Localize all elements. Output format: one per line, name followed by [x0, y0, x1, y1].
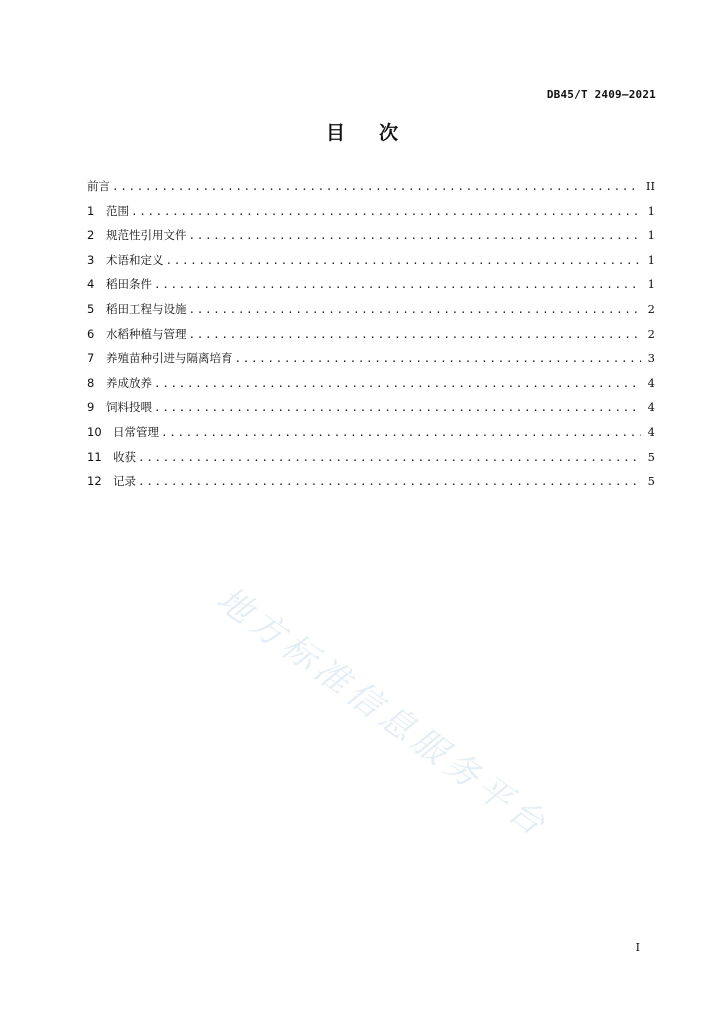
toc-entry-page: 4: [647, 400, 655, 415]
toc-entry-label: 饲料投喂: [106, 400, 152, 415]
page-number: I: [635, 941, 640, 954]
toc-dot-leader: [154, 278, 641, 291]
toc-entry-page: 4: [647, 375, 655, 390]
document-code: DB45/T 2409—2021: [546, 88, 656, 101]
toc-entry-number: 11: [87, 449, 102, 464]
toc-entry-page: 1: [647, 203, 655, 218]
toc-entry-2[interactable]: [87, 227, 655, 252]
toc-entry-1[interactable]: [87, 203, 655, 228]
toc-entry-foreword[interactable]: [87, 178, 655, 203]
toc-dot-leader: [154, 401, 641, 414]
toc-entry-page: 3: [647, 351, 655, 366]
toc-entry-4[interactable]: [87, 276, 655, 301]
toc-entry-number: 3: [87, 252, 95, 267]
toc-dot-leader: [138, 451, 641, 464]
toc-entry-page: 2: [647, 301, 655, 316]
table-of-contents: [87, 178, 655, 498]
toc-dot-leader: [189, 303, 642, 316]
toc-entry-label: 养殖苗种引进与隔离培育: [106, 351, 233, 366]
toc-title-char-2: 次: [379, 122, 399, 144]
toc-entry-label: 范围: [106, 203, 129, 218]
watermark: 地方标准信息服务平台: [209, 579, 557, 847]
toc-entry-page: 1: [647, 228, 655, 243]
toc-entry-label: 记录: [113, 474, 136, 489]
toc-dot-leader: [112, 180, 640, 193]
toc-entry-page: 1: [647, 252, 655, 267]
toc-entry-label: 稻田条件: [106, 277, 152, 292]
toc-entry-number: 9: [87, 400, 95, 415]
toc-entry-page: 4: [647, 424, 655, 439]
toc-dot-leader: [138, 475, 641, 488]
toc-title-char-1: 目: [325, 122, 345, 144]
toc-entry-9[interactable]: [87, 399, 655, 424]
toc-entry-number: 4: [87, 277, 95, 292]
toc-entry-label: 术语和定义: [106, 252, 164, 267]
toc-entry-page: 2: [647, 326, 655, 341]
toc-dot-leader: [189, 229, 642, 242]
toc-entry-number: 8: [87, 375, 95, 390]
toc-entry-11[interactable]: [87, 449, 655, 474]
toc-entry-page: 5: [647, 474, 655, 489]
toc-entry-number: 12: [87, 474, 102, 489]
toc-entry-number: 7: [87, 351, 95, 366]
toc-entry-7[interactable]: [87, 350, 655, 375]
toc-entry-number: 6: [87, 326, 95, 341]
toc-dot-leader: [235, 352, 642, 365]
toc-entry-5[interactable]: [87, 301, 655, 326]
toc-entry-number: 2: [87, 228, 95, 243]
toc-entry-6[interactable]: [87, 326, 655, 351]
toc-entry-12[interactable]: [87, 473, 655, 498]
toc-entry-number: 1: [87, 203, 95, 218]
toc-entry-page: 5: [647, 449, 655, 464]
toc-entry-label: 稻田工程与设施: [106, 301, 187, 316]
toc-entry-label: 收获: [113, 449, 136, 464]
toc-title: [0, 118, 724, 145]
toc-entry-3[interactable]: [87, 252, 655, 277]
toc-entry-label: 水稻种植与管理: [106, 326, 187, 341]
toc-entry-10[interactable]: [87, 424, 655, 449]
toc-entry-8[interactable]: [87, 375, 655, 400]
toc-entry-page: 1: [647, 277, 655, 292]
toc-entry-page: II: [645, 179, 655, 193]
toc-dot-leader: [131, 205, 641, 218]
toc-entry-number: 5: [87, 301, 95, 316]
toc-entry-label: 日常管理: [113, 424, 159, 439]
toc-entry-label: 养成放养: [106, 375, 152, 390]
toc-entry-label: 前言: [87, 179, 110, 193]
toc-dot-leader: [161, 426, 641, 439]
toc-dot-leader: [166, 254, 642, 267]
toc-dot-leader: [189, 328, 642, 341]
toc-dot-leader: [154, 377, 641, 390]
toc-entry-number: 10: [87, 424, 102, 439]
toc-entry-label: 规范性引用文件: [106, 228, 187, 243]
